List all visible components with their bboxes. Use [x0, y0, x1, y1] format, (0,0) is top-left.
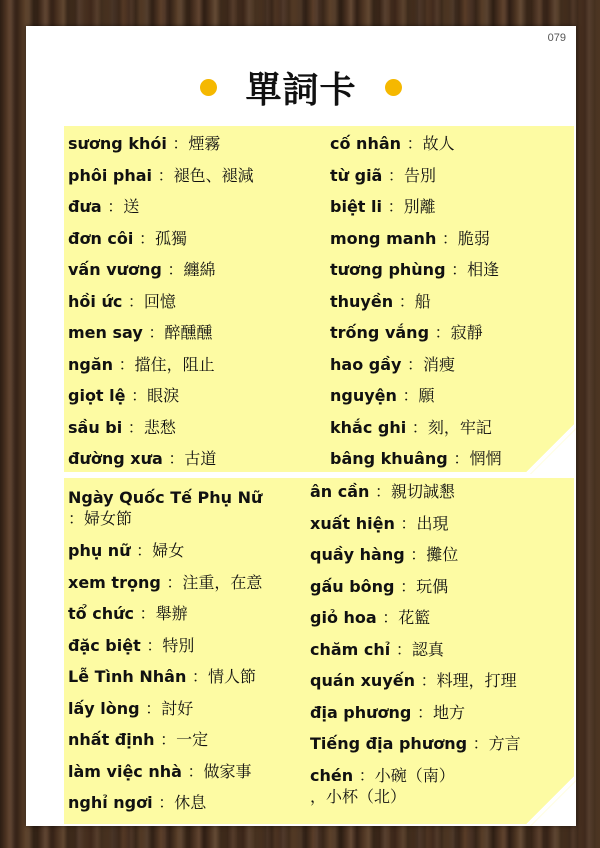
separator: ：: [400, 513, 417, 533]
vocab-definition: 認真: [411, 639, 444, 659]
vocab-term: nghỉ ngơi: [68, 793, 153, 812]
vocab-card-2: [64, 478, 574, 824]
separator: ：: [172, 134, 189, 153]
vocab-entry: [68, 292, 254, 324]
vocab-entry: [330, 134, 501, 166]
vocab-term: ngăn: [68, 354, 114, 374]
vocab-definition: 孤獨: [154, 228, 187, 248]
vocab-entry: [330, 260, 501, 292]
separator: ：: [398, 291, 415, 311]
separator: ：: [158, 793, 175, 812]
vocab-term: xem trọng: [68, 572, 161, 592]
vocab-entry: [310, 608, 521, 640]
vocab-definition: 婦女節: [84, 509, 133, 528]
separator: ：: [407, 354, 424, 374]
separator: ：: [410, 545, 427, 564]
vocab-entry: [310, 734, 521, 766]
vocab-definition: 親切誠懇: [391, 482, 456, 501]
vocab-term: khắc ghi: [330, 417, 407, 437]
separator: ：: [139, 604, 156, 623]
vocab-definition: 方言: [488, 734, 521, 753]
vocab-term: cố nhân: [330, 134, 402, 153]
vocab-entry: [68, 166, 254, 198]
vocab-entry: [68, 323, 254, 355]
vocab-definition: 討好: [161, 698, 194, 718]
separator: ：: [406, 134, 423, 153]
page-number: 079: [547, 32, 566, 44]
vocab-entry: [68, 260, 254, 292]
vocab-term: quầy hàng: [310, 545, 405, 564]
separator: ：: [107, 197, 124, 216]
separator: ：: [453, 449, 470, 468]
vocab-term: giọt lệ: [68, 386, 126, 405]
vocab-definition: 休息: [174, 793, 207, 812]
separator: ：: [131, 386, 148, 405]
bullet-dot-icon: [385, 79, 402, 96]
separator: ：: [157, 165, 174, 185]
vocab-entry: [330, 449, 501, 481]
vocab-definition: 料理，打理: [436, 671, 517, 690]
separator: ：: [191, 667, 208, 686]
separator: ：: [382, 608, 399, 627]
vocab-card-1: [64, 126, 574, 472]
separator: ：: [472, 734, 489, 753]
vocab-definition: 故人: [422, 134, 455, 153]
separator: ：: [118, 354, 135, 374]
vocab-term: Lễ Tình Nhân: [68, 667, 187, 686]
separator: ：: [420, 671, 437, 690]
vocab-definition: 別離: [403, 197, 436, 216]
separator: ：: [451, 260, 468, 279]
vocab-definition: 眼淚: [147, 386, 180, 405]
vocab-definition: 惘惘: [469, 449, 502, 468]
vocab-entry: [68, 134, 254, 166]
vocab-entry: [68, 667, 262, 699]
separator: ：: [434, 323, 451, 342]
page-title: 單詞卡: [245, 69, 357, 111]
separator: ：: [166, 572, 183, 592]
vocab-term: phụ nữ: [68, 541, 131, 560]
vocab-definition: 回憶: [143, 291, 176, 311]
vocab-entry: [310, 703, 521, 735]
bullet-dot-icon: [200, 79, 217, 96]
vocab-entry: [330, 323, 501, 355]
vocab-definition: 擋住，阻止: [134, 354, 215, 374]
vocab-definition: 特別: [162, 635, 195, 655]
vocab-card-1-right-column: [330, 134, 501, 481]
vocab-entry: [330, 386, 501, 418]
vocab-entry: [68, 762, 262, 794]
separator: ：: [416, 702, 433, 722]
vocab-term: xuất hiện: [310, 513, 395, 533]
vocab-entry: [330, 418, 501, 450]
vocab-term: hao gầy: [330, 354, 402, 374]
vocab-definition: 相逢: [467, 260, 500, 279]
separator: ：: [358, 765, 375, 785]
vocab-definition: 舉辦: [155, 604, 188, 623]
vocab-definition: 刻，牢記: [427, 417, 492, 437]
vocab-term: đưa: [68, 197, 102, 216]
separator: ：: [145, 698, 162, 718]
vocab-term: Ngày Quốc Tế Phụ Nữ: [68, 488, 263, 507]
vocab-term: sầu bi: [68, 417, 123, 437]
vocab-definition: 寂靜: [450, 323, 483, 342]
vocab-term: từ giã: [330, 165, 383, 185]
vocab-entry: [310, 545, 521, 577]
separator: ：: [387, 197, 404, 216]
vocab-term: hồi ức: [68, 291, 123, 311]
vocab-entry: [330, 166, 501, 198]
vocab-definition: 地方: [432, 702, 465, 722]
vocab-definition: 小碗（南）: [374, 765, 455, 785]
vocab-term: tổ chức: [68, 604, 134, 623]
vocab-definition-continued: ，小杯（北）: [310, 786, 407, 806]
vocab-card-2-left-column: [68, 488, 262, 825]
vocab-definition: 花籃: [398, 608, 431, 627]
vocab-term: quán xuyến: [310, 671, 415, 690]
vocab-entry: [68, 604, 262, 636]
vocab-term: sương khói: [68, 134, 167, 153]
vocab-definition: 煙霧: [188, 134, 221, 153]
vocab-entry: [68, 636, 262, 668]
vocab-entry: [68, 699, 262, 731]
vocab-entry: [68, 197, 254, 229]
vocab-entry: [68, 418, 254, 450]
vocab-term: vấn vương: [68, 260, 162, 279]
vocab-entry: [310, 577, 521, 609]
vocab-term: nguyện: [330, 386, 397, 405]
vocab-entry: [68, 541, 262, 573]
vocab-definition: 脆弱: [457, 228, 490, 248]
vocab-term: phôi phai: [68, 165, 153, 185]
vocab-definition: 褪色、褪減: [173, 165, 254, 185]
vocab-term: Tiếng địa phương: [310, 734, 468, 753]
vocab-entry: [68, 730, 262, 762]
separator: ：: [387, 165, 404, 185]
vocab-entry: [68, 355, 254, 387]
vocab-term: thuyền: [330, 291, 394, 311]
vocab-entry: [310, 640, 521, 672]
vocab-entry: [68, 449, 254, 481]
vocab-term: đường xưa: [68, 449, 163, 468]
vocab-term: đặc biệt: [68, 635, 141, 655]
separator: ：: [160, 730, 177, 749]
vocab-term: giỏ hoa: [310, 608, 377, 627]
vocab-term: mong manh: [330, 228, 437, 248]
vocab-definition: 情人節: [207, 667, 256, 686]
vocab-card-1-left-column: [68, 134, 254, 481]
vocab-term: tương phùng: [330, 260, 446, 279]
separator: ：: [402, 386, 419, 405]
separator: ：: [127, 417, 144, 437]
vocab-definition: 送: [123, 197, 140, 216]
vocab-entry: [310, 482, 521, 514]
vocab-entry: [330, 355, 501, 387]
vocab-definition: 纏綿: [183, 260, 216, 279]
vocab-entry: [330, 229, 501, 261]
vocab-term: chăm chỉ: [310, 639, 391, 659]
vocab-entry: [68, 488, 262, 541]
vocab-definition: 婦女: [152, 541, 185, 560]
vocab-entry: [310, 514, 521, 546]
separator: ：: [68, 509, 85, 528]
separator: ：: [168, 449, 185, 468]
vocab-card-2-right-column: [310, 482, 521, 819]
separator: ：: [127, 291, 144, 311]
vocab-term: men say: [68, 323, 143, 342]
vocab-definition: 醉醺醺: [164, 323, 213, 342]
vocab-entry: [68, 229, 254, 261]
vocab-term: bâng khuâng: [330, 449, 448, 468]
vocab-definition: 做家事: [203, 761, 252, 781]
vocab-definition: 玩偶: [416, 576, 449, 596]
vocab-term: làm việc nhà: [68, 761, 182, 781]
vocab-definition: 願: [418, 386, 435, 405]
vocab-entry: [330, 197, 501, 229]
separator: ：: [146, 635, 163, 655]
separator: ：: [411, 417, 428, 437]
vocab-term: lấy lòng: [68, 698, 140, 718]
vocab-term: trống vắng: [330, 323, 430, 342]
vocab-definition: 一定: [176, 730, 209, 749]
separator: ：: [441, 228, 458, 248]
vocab-definition: 船: [414, 291, 431, 311]
vocab-definition: 告別: [403, 165, 436, 185]
vocab-term: địa phương: [310, 702, 412, 722]
vocab-definition: 注重，在意: [182, 572, 263, 592]
separator: ：: [187, 761, 204, 781]
vocab-entry: [330, 292, 501, 324]
vocab-term: gấu bông: [310, 576, 395, 596]
vocab-entry: [310, 766, 521, 819]
separator: ：: [136, 541, 153, 560]
vocab-entry: [68, 793, 262, 825]
separator: ：: [167, 260, 184, 279]
vocab-entry: [310, 671, 521, 703]
separator: ：: [395, 639, 412, 659]
separator: ：: [400, 576, 417, 596]
vocabulary-page: [26, 26, 576, 826]
vocab-entry: [68, 573, 262, 605]
title-row: [26, 64, 576, 110]
vocab-entry: [68, 386, 254, 418]
separator: ：: [138, 228, 155, 248]
separator: ：: [375, 482, 392, 501]
vocab-term: chén: [310, 765, 354, 785]
vocab-definition: 古道: [184, 449, 217, 468]
vocab-definition: 悲愁: [143, 417, 176, 437]
vocab-definition: 消瘦: [423, 354, 456, 374]
vocab-definition: 出現: [416, 513, 449, 533]
vocab-term: biệt li: [330, 197, 382, 216]
vocab-term: nhất định: [68, 730, 155, 749]
separator: ：: [148, 323, 165, 342]
vocab-term: ân cần: [310, 482, 370, 501]
vocab-term: đơn côi: [68, 228, 134, 248]
vocab-definition: 攤位: [426, 545, 459, 564]
